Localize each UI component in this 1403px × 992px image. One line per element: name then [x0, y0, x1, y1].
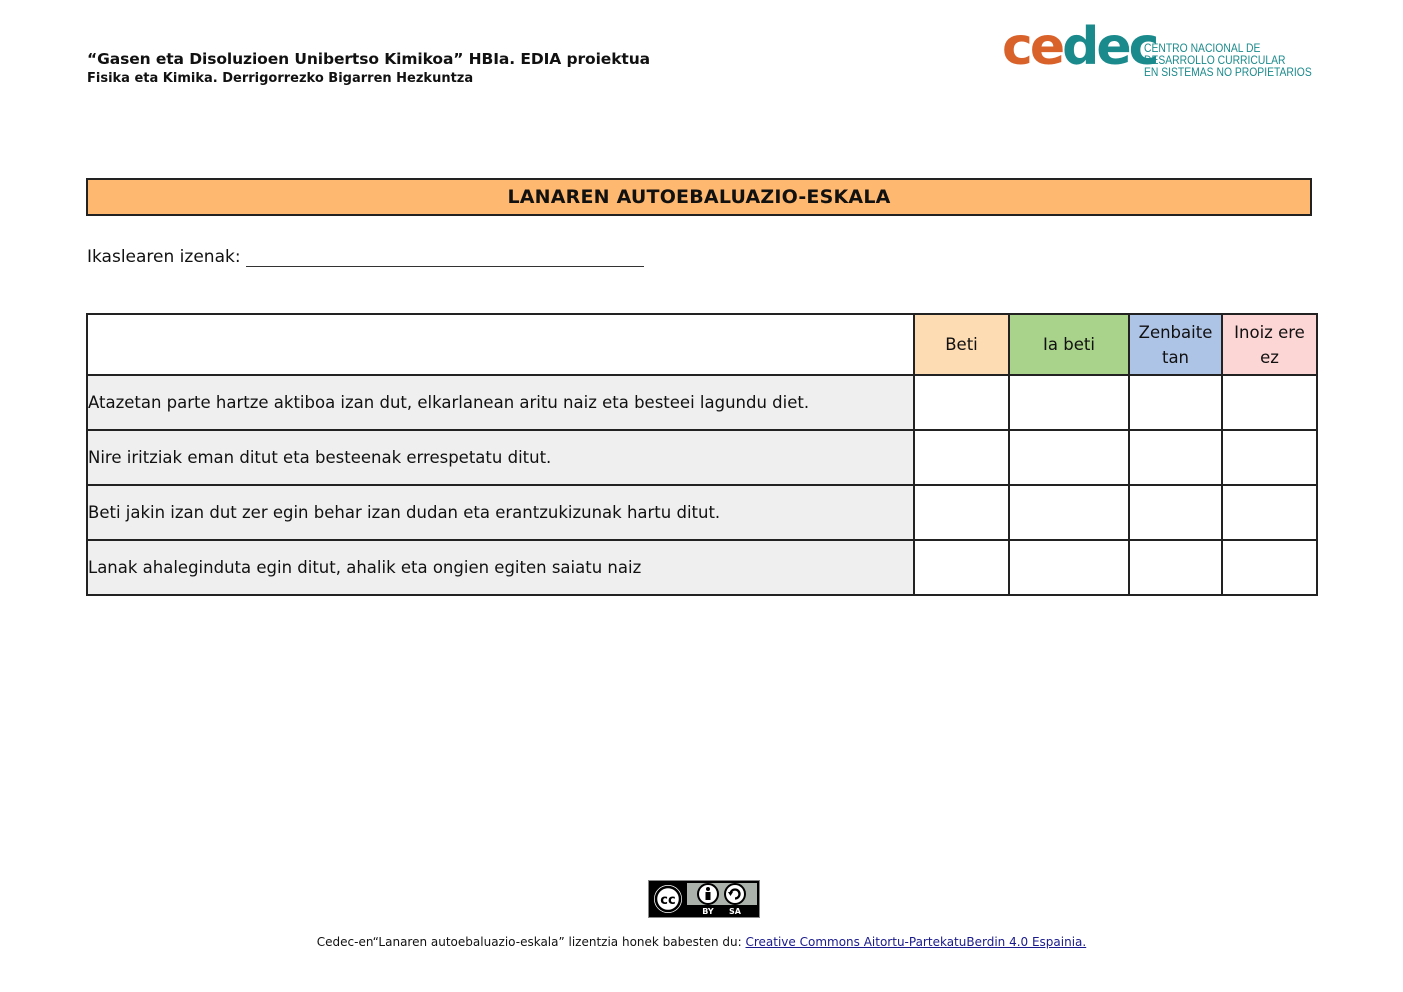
- rating-cell-zenbaitetan[interactable]: [1129, 485, 1222, 540]
- rating-cell-zenbaitetan[interactable]: [1129, 540, 1222, 595]
- cc-badge-graphic: [649, 881, 759, 917]
- column-header-inoiz-ere-ez: Inoiz ere ez: [1222, 314, 1317, 375]
- self-assessment-table: [86, 313, 1318, 596]
- table-row: [87, 540, 1317, 595]
- by-label: BY: [702, 907, 714, 916]
- rating-cell-beti[interactable]: [914, 485, 1009, 540]
- table-row: [87, 375, 1317, 430]
- document-subtitle: Fisika eta Kimika. Derrigorrezko Bigarren Hezkuntza: [87, 71, 474, 86]
- table-header-row: [87, 314, 1317, 375]
- column-header-beti: Beti: [914, 314, 1009, 375]
- cedec-logo-text: CENTRO NACIONAL DE DESARROLLO CURRICULAR EN SISTEMAS NO PROPIETARIOS: [1144, 43, 1312, 79]
- cc-icon: [653, 884, 683, 914]
- rating-cell-ia-beti[interactable]: [1009, 375, 1129, 430]
- student-names-field: [87, 247, 644, 267]
- rating-cell-inoiz-ere-ez[interactable]: [1222, 485, 1317, 540]
- license-text: Cedec-en“Lanaren autoebaluazio-eskala” lizentzia honek babesten du:: [316, 935, 746, 949]
- criterion-text: Lanak ahaleginduta egin ditut, ahalik eta ongien egiten saiatu naiz: [87, 540, 914, 595]
- table-row: [87, 430, 1317, 485]
- license-footer: [0, 935, 1403, 949]
- column-header-ia-beti: Ia beti: [1009, 314, 1129, 375]
- page-title: LANAREN AUTOEBALUAZIO-ESKALA: [86, 178, 1312, 216]
- cedec-wordmark: cedec: [1002, 17, 1157, 77]
- criterion-text: Nire iritziak eman ditut eta besteenak errespetatu ditut.: [87, 430, 914, 485]
- rating-cell-inoiz-ere-ez[interactable]: [1222, 375, 1317, 430]
- rating-cell-beti[interactable]: [914, 430, 1009, 485]
- table-row: [87, 485, 1317, 540]
- rating-cell-inoiz-ere-ez[interactable]: [1222, 540, 1317, 595]
- svg-text:cc: cc: [660, 893, 676, 908]
- license-link[interactable]: Creative Commons Aitortu-PartekatuBerdin 4.0 Espainia.: [745, 935, 1087, 949]
- rating-cell-beti[interactable]: [914, 375, 1009, 430]
- student-names-line[interactable]: [246, 248, 644, 267]
- sa-icon: [725, 884, 745, 904]
- cc-license-badge[interactable]: [648, 880, 760, 918]
- document-title: “Gasen eta Disoluzioen Unibertso Kimikoa” HBIa. EDIA proiektua: [87, 50, 651, 68]
- rating-cell-ia-beti[interactable]: [1009, 540, 1129, 595]
- rating-cell-ia-beti[interactable]: [1009, 485, 1129, 540]
- rating-cell-beti[interactable]: [914, 540, 1009, 595]
- by-icon: [698, 884, 718, 904]
- student-names-label: Ikaslearen izenak:: [87, 247, 241, 267]
- rating-cell-inoiz-ere-ez[interactable]: [1222, 430, 1317, 485]
- criterion-text: Beti jakin izan dut zer egin behar izan dudan eta erantzukizunak hartu ditut.: [87, 485, 914, 540]
- rating-cell-zenbaitetan[interactable]: [1129, 375, 1222, 430]
- column-header-zenbaitetan: Zenbaite tan: [1129, 314, 1222, 375]
- rating-cell-ia-beti[interactable]: [1009, 430, 1129, 485]
- criterion-text: Atazetan parte hartze aktiboa izan dut, elkarlanean aritu naiz eta besteei lagundu diet.: [87, 375, 914, 430]
- rating-cell-zenbaitetan[interactable]: [1129, 430, 1222, 485]
- header-empty-cell: [87, 314, 914, 375]
- sa-label: SA: [729, 907, 741, 916]
